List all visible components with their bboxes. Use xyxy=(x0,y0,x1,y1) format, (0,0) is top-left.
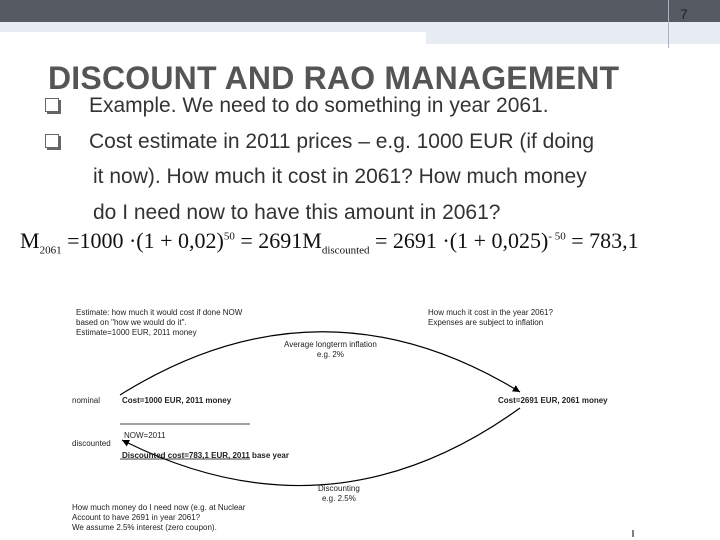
discounted-label: discounted xyxy=(72,439,111,448)
discounting-line-2: e.g. 2.5% xyxy=(322,494,356,503)
estimate-line-3: Estimate=1000 EUR, 2011 money xyxy=(76,328,197,337)
inflation-line-1: Average longterm inflation xyxy=(284,340,377,349)
slide-number: 7 xyxy=(680,6,688,22)
formula-mdisc-subscript: discounted xyxy=(321,244,370,257)
formula-m-symbol: M xyxy=(20,228,40,253)
nominal-label: nominal xyxy=(72,396,101,405)
question-line-1: How much money do I need now (e.g. at Nuclear xyxy=(72,503,246,512)
future-line-2: Expenses are subject to inflation xyxy=(428,318,544,327)
cost-future-label: Cost=2691 EUR, 2061 money xyxy=(498,396,608,405)
bullet-2-text: Cost estimate in 2011 prices – e.g. 1000 EUR (if doing xyxy=(89,130,595,153)
slide-title: DISCOUNT AND RAO MANAGEMENT xyxy=(48,60,620,96)
formula-future-cost: = 2691 xyxy=(240,228,303,253)
discounting-line-1: Discounting xyxy=(318,484,360,493)
estimate-line-2: based on "how we would do it". xyxy=(76,318,187,327)
formula-m-subscript: 2061 xyxy=(39,244,62,257)
now-label: NOW=2011 xyxy=(124,431,166,440)
formula-result: = 783,1 xyxy=(571,228,639,253)
future-line-1: How much it cost in the year 2061? xyxy=(428,308,553,317)
bullet-1-text: Example. We need to do something in year 2061. xyxy=(89,94,549,117)
formula-exponent-2: - 50 xyxy=(548,230,566,243)
inflation-line-2: e.g. 2% xyxy=(316,350,344,359)
formula-mdisc-symbol: M xyxy=(302,228,322,253)
cost-now-label: Cost=1000 EUR, 2011 money xyxy=(122,396,232,405)
inflation-label xyxy=(284,340,377,360)
question-line-3: We assume 2.5% interest (zero coupon). xyxy=(72,523,217,532)
bullet-2-line-2: it now). How much it cost in 2061? How much money xyxy=(93,165,587,188)
discounting-arrow xyxy=(122,408,520,486)
discounted-cost-label: Discounted cost=783,1 EUR, 2011 base year xyxy=(122,451,289,460)
question-line-2: Account to have 2691 in year 2061? xyxy=(72,513,201,522)
formula-inflation: =1000 ·(1 + 0,02) xyxy=(67,228,224,253)
question-text xyxy=(72,503,245,533)
estimate-line-1: Estimate: how much it would cost if done NOW xyxy=(76,308,243,317)
formula-discounting: = 2691 ·(1 + 0,025) xyxy=(375,228,549,253)
future-cost-text xyxy=(428,308,553,328)
estimate-text xyxy=(76,308,242,338)
formula-exponent-1: 50 xyxy=(223,230,235,243)
discounting-label xyxy=(318,484,360,504)
bullet-2-line-3: do I need now to have this amount in 2061? xyxy=(93,201,501,224)
